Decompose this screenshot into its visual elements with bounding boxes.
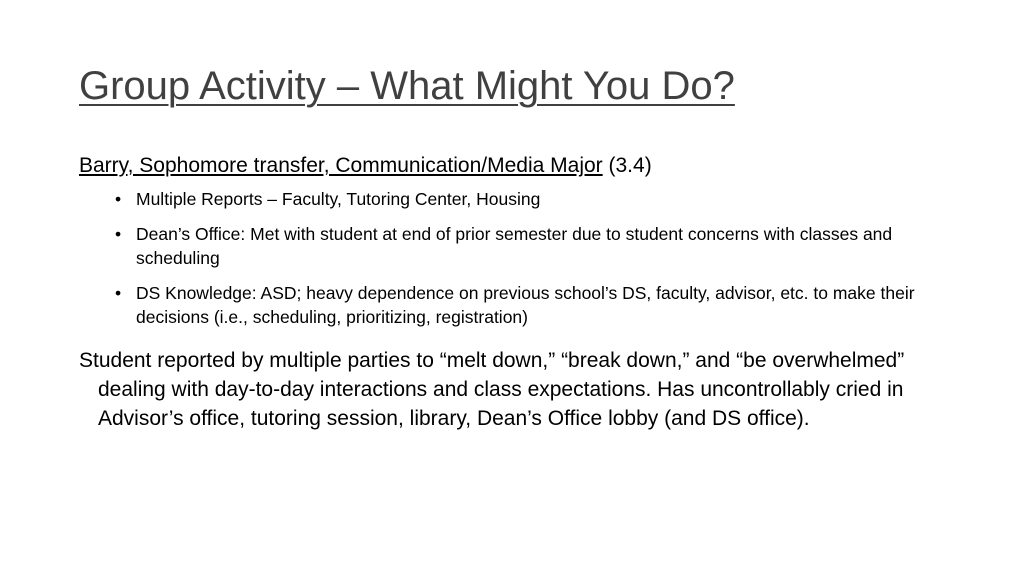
bullet-text: Multiple Reports – Faculty, Tutoring Center, Housing xyxy=(136,189,541,209)
slide-content xyxy=(79,152,959,433)
bullet-item xyxy=(79,222,959,270)
case-student-name: Barry, Sophomore transfer, Communication/Media Major xyxy=(79,154,603,177)
bullet-item xyxy=(79,187,959,211)
bullet-dot-icon: • xyxy=(115,283,122,303)
bullet-text: Dean’s Office: Met with student at end of prior semester due to student concerns with classes and scheduling xyxy=(136,224,893,268)
bullet-list xyxy=(79,187,959,329)
bullet-text: DS Knowledge: ASD; heavy dependence on previous school’s DS, faculty, advisor, etc. to make their decisions (i.e., scheduling, prioritizing, registration) xyxy=(136,283,915,327)
narrative-paragraph: Student reported by multiple parties to “melt down,” “break down,” and “be overwhelmed” dealing with day-to-day interactions and class expectations. Has uncontrollably cried in Advisor’s office, tutoring session, library, Dean’s Office lobby (and DS office). xyxy=(79,349,905,430)
bullet-item xyxy=(79,281,959,329)
bullet-dot-icon: • xyxy=(115,224,122,244)
slide-title: Group Activity – What Might You Do? xyxy=(79,64,735,108)
case-heading xyxy=(79,152,959,180)
bullet-dot-icon: • xyxy=(115,189,122,209)
case-gpa: (3.4) xyxy=(602,154,652,177)
